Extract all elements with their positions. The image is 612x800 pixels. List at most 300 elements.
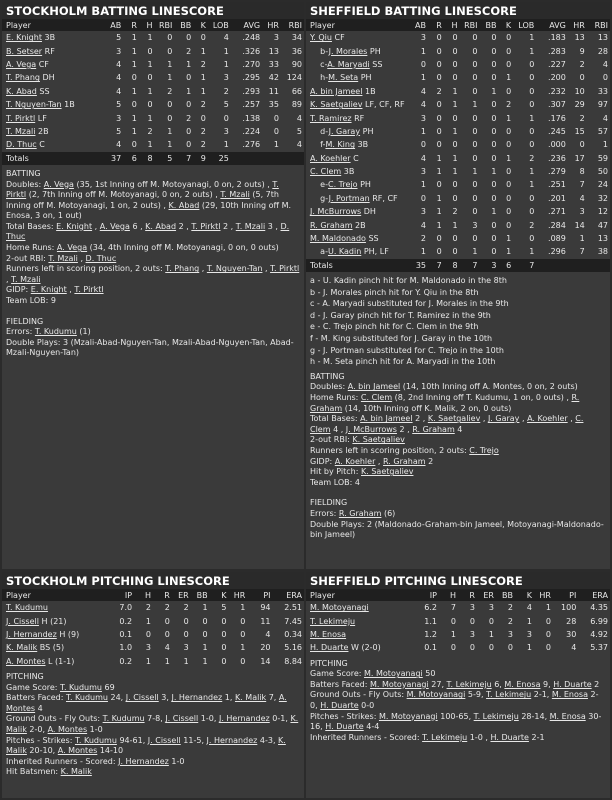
player-link[interactable]: K. Saetgaliev (427, 414, 481, 424)
player-cell (306, 71, 409, 84)
player-link[interactable]: J. Morales (328, 46, 368, 56)
stat-cell: .326 (242, 46, 261, 56)
stat-line-value: T. Kudumu 69 (60, 682, 115, 692)
player-link[interactable]: K. Abad (168, 200, 200, 210)
stat-cell: 6.99 (590, 616, 608, 626)
player-link[interactable]: T. Pirktl (6, 179, 279, 200)
stat-cell: 4 (420, 86, 426, 96)
stat-line-label: Total Bases: (6, 221, 57, 231)
stat-cell: 0 (221, 629, 227, 639)
column-header: K (498, 19, 513, 31)
stat-cell: 2 (420, 234, 426, 244)
player-link[interactable]: D. Thuc (6, 140, 37, 150)
column-header: RBI (155, 19, 175, 31)
player-link[interactable]: M. Enosa (310, 629, 347, 639)
player-link[interactable]: K. Malik (234, 693, 267, 703)
player-link[interactable]: T. Mzali (11, 274, 41, 284)
stat-line (6, 222, 300, 243)
player-link[interactable]: T. Lekimeju (446, 679, 492, 689)
player-link[interactable]: K. Abad (6, 86, 37, 96)
player-link[interactable]: J. Portman (328, 193, 370, 203)
player-position: PH (358, 73, 372, 83)
stat-cell: 0 (221, 643, 227, 653)
stat-cell: 0 (506, 126, 512, 136)
section-heading: BATTING (6, 168, 41, 178)
stat-line-label: Hit Batsmen: (6, 767, 61, 777)
stat-cell: 36 (291, 46, 302, 56)
stat-cell: 3 (472, 220, 478, 230)
stat-line (6, 264, 300, 285)
player-link[interactable]: K. Saetgaliev (352, 435, 405, 445)
stat-cell: 1 (491, 207, 497, 217)
player-link[interactable]: J. Hernandez (206, 735, 258, 745)
player-link[interactable]: M. Motoyanagi (370, 679, 429, 689)
stat-cell: 5 (221, 603, 227, 613)
player-link[interactable]: M. Enosa (504, 679, 541, 689)
player-link[interactable]: T. Kudumu (60, 682, 102, 692)
stat-cell: 3 (223, 73, 229, 83)
player-cell (2, 601, 111, 614)
stat-cell: 2 (506, 100, 512, 110)
stat-cell: 0 (186, 140, 192, 150)
stat-cell: 0 (472, 193, 478, 203)
player-link[interactable]: T. Nguyen-Tan (6, 100, 62, 110)
player-link[interactable]: E. Knight (6, 33, 42, 43)
stat-cell: 6 (498, 259, 513, 272)
player-link[interactable]: T. Pirktl (6, 113, 36, 123)
sheffield-pitching-table (306, 589, 610, 655)
player-link[interactable]: H. Duarte (325, 722, 364, 732)
column-header: R (153, 589, 172, 601)
table-row (306, 85, 610, 98)
stat-line-label: Home Runs: (6, 243, 57, 253)
stat-cell: 3 (420, 167, 426, 177)
stat-cell: 0 (472, 59, 478, 69)
stat-cell: 4 (116, 73, 122, 83)
stockholm-batting-notes (2, 169, 304, 359)
stat-cell: 4 (116, 59, 122, 69)
stat-line (310, 733, 606, 744)
player-link[interactable]: U. Kadin (327, 247, 362, 257)
player-link[interactable]: J. Cissell (165, 714, 199, 724)
player-position: PH (360, 126, 374, 136)
player-link[interactable]: H. Duarte (490, 732, 529, 742)
stat-cell: 4 (579, 193, 585, 203)
player-cell (306, 85, 409, 98)
player-link[interactable]: H. Duarte (553, 679, 592, 689)
player-link[interactable]: T. Mzali (48, 253, 78, 263)
player-link[interactable]: R. Graham (310, 220, 353, 230)
stat-cell: .284 (548, 220, 566, 230)
player-link[interactable]: C. Clem (360, 392, 393, 402)
sheffield-batting-panel (306, 2, 610, 569)
stat-line-label: 2-out RBI: (6, 253, 49, 263)
stat-cell: 1 (223, 140, 229, 150)
stat-cell: 5 (116, 126, 122, 136)
player-link[interactable]: T. Kudumu (66, 693, 108, 703)
column-header: BB (496, 589, 515, 601)
stat-line-value: 9 (50, 296, 56, 306)
player-link[interactable]: H. Duarte (320, 700, 359, 710)
stat-cell: 0 (506, 140, 512, 150)
stat-cell: .257 (242, 100, 261, 110)
stat-cell: 8.84 (284, 656, 302, 666)
stat-cell: 0 (202, 616, 208, 626)
stat-cell: 3 (507, 629, 513, 639)
stat-cell: .245 (548, 126, 566, 136)
stat-cell: 2 (223, 86, 229, 96)
stat-line-label: 2-out RBI: (310, 435, 353, 445)
player-link[interactable]: T. Lekimeju (473, 711, 519, 721)
substitution-note: a - U. Kadin pinch hit for M. Maldonado in the 8th (310, 276, 507, 286)
stat-cell: 3 (116, 46, 122, 56)
stat-line-value: E. Knight , A. Vega 6 , K. Abad 2 , T. Pirktl 2 , T. Mzali 3 , D. Thuc (6, 221, 290, 242)
player-link[interactable]: T. Kudumu (74, 735, 117, 745)
player-link[interactable]: A. bin Jameel (347, 382, 401, 392)
player-link[interactable]: E. Knight (30, 285, 67, 295)
stat-cell: 0 (452, 234, 458, 244)
player-link[interactable]: J. Hernandez (6, 629, 57, 639)
stat-cell: 0 (506, 167, 512, 177)
stat-line-value: R. Graham (6) (338, 508, 396, 518)
column-header: K (515, 589, 534, 601)
stat-cell: 2 (436, 86, 442, 96)
stat-cell: .248 (242, 33, 261, 43)
player-link[interactable]: T. Mzali (235, 221, 266, 231)
player-link[interactable]: C. Trejo (469, 445, 499, 455)
stat-cell: 1 (186, 59, 192, 69)
player-link[interactable]: A. Vega (56, 243, 88, 253)
player-link[interactable]: Y. Qiu (310, 33, 332, 43)
player-cell (306, 218, 409, 231)
stat-line (310, 712, 606, 733)
stat-cell: 2 (147, 126, 153, 136)
player-cell (2, 85, 104, 98)
player-link[interactable]: J. McBurrows (345, 424, 397, 434)
player-link[interactable]: T. Phang (165, 264, 200, 274)
stat-cell: 0 (472, 86, 478, 96)
stat-cell: 3 (469, 603, 475, 613)
player-link[interactable]: K. Malik (6, 643, 38, 653)
player-link[interactable]: M. Enosa (551, 690, 588, 700)
stat-cell: 0 (491, 113, 497, 123)
player-link[interactable]: M. Motoyanagi (378, 711, 438, 721)
substitution-note: f - M. King substituted for J. Garay in the 10th (310, 334, 493, 343)
player-link[interactable]: T. Pirktl (270, 264, 300, 274)
player-cell (306, 192, 409, 205)
stat-cell: 0 (420, 140, 426, 150)
stat-cell: 0 (491, 126, 497, 136)
player-link[interactable]: M. Maldonado (310, 234, 366, 244)
stat-cell: 13 (574, 33, 585, 43)
player-link[interactable]: T. Kudumu (102, 714, 145, 724)
stat-cell: 0 (472, 33, 478, 43)
stat-cell: 1 (472, 167, 478, 177)
stat-cell: 1 (240, 603, 246, 613)
stat-cell: 1.1 (424, 616, 437, 626)
sub-prefix: h- (310, 73, 329, 83)
player-position: DH (39, 73, 55, 83)
player-cell (306, 245, 409, 258)
player-link[interactable]: K. Saetgaliev (361, 467, 414, 477)
stat-cell: 1 (436, 207, 442, 217)
stat-line-value: T. Kudumu 94-61, J. Cissell 11-5, J. Hernandez 4-3, K. Malik 20-10, A. Montes 14-10 (6, 735, 286, 756)
player-link[interactable]: M. King (325, 140, 356, 150)
stat-cell: .183 (548, 33, 566, 43)
stat-cell: 0 (469, 643, 475, 653)
pitcher-decision: L (1-1) (45, 656, 75, 666)
stat-cell: 1 (420, 126, 426, 136)
column-header: BB (174, 19, 193, 31)
player-link[interactable]: T. Pirktl (191, 221, 221, 231)
stat-cell: 0 (506, 193, 512, 203)
player-link[interactable]: A. Maryadi (327, 59, 370, 69)
player-link[interactable]: M. Motoyanagi (406, 690, 466, 700)
substitution-note: h - M. Seta pinch hit for A. Maryadi in the 10th (310, 357, 496, 367)
stat-cell: 4 (265, 629, 271, 639)
stat-cell: 2 (452, 207, 458, 217)
stat-cell: 0 (491, 234, 497, 244)
column-header: AVG (536, 19, 568, 31)
substitution-note: b - J. Morales pinch hit for Y. Qiu in the 8th (310, 287, 479, 297)
player-link[interactable]: K. Saetgaliev (310, 100, 363, 110)
stat-cell: 1 (167, 73, 173, 83)
stat-cell: 34 (291, 33, 302, 43)
stat-cell: 2 (200, 140, 206, 150)
stat-line-value: M. Motoyanagi 100-65, T. Lekimeju 28-14, M. Enosa 30-16, H. Duarte 4-4 (310, 711, 602, 732)
player-link[interactable]: C. Clem (310, 414, 584, 434)
player-link[interactable]: H. Duarte (310, 643, 349, 653)
player-link[interactable]: A. bin Jameel (360, 414, 413, 424)
player-link[interactable]: A. Vega (6, 59, 37, 69)
player-link[interactable]: C. Clem (310, 167, 342, 177)
stat-cell: 0 (602, 73, 608, 83)
stockholm-batting-table (2, 19, 304, 165)
stat-cell: 1 (200, 73, 206, 83)
section-heading: PITCHING (6, 671, 44, 681)
stat-cell: 0 (164, 616, 170, 626)
player-link[interactable]: T. Pirktl (74, 285, 104, 295)
player-link[interactable]: K. Malik (60, 767, 92, 777)
stat-cell: 57 (597, 126, 608, 136)
stat-cell: 0 (167, 100, 173, 110)
stat-line (310, 446, 606, 457)
stat-line-label: Errors: (6, 327, 35, 337)
player-link[interactable]: B. Setser (6, 46, 43, 56)
player-link[interactable]: R. Graham (383, 456, 426, 466)
table-header-row (306, 19, 610, 31)
stat-cell: 0 (529, 234, 535, 244)
player-link[interactable]: T. Kudumu (34, 327, 77, 337)
player-link[interactable]: J. Hernandez (171, 693, 223, 703)
player-link[interactable]: J. McBurrows (310, 207, 362, 217)
stat-cell: 0 (147, 100, 153, 110)
player-link[interactable]: E. Knight (56, 221, 93, 231)
stat-cell (262, 152, 281, 165)
player-link[interactable]: A. Montes (6, 656, 46, 666)
stat-cell: 3 (579, 207, 585, 217)
stat-cell: 3 (480, 259, 499, 272)
column-header: H (444, 19, 460, 31)
stat-cell: 0 (529, 86, 535, 96)
stat-cell: 0 (472, 234, 478, 244)
player-link[interactable]: R. Graham (338, 508, 382, 518)
substitution-note: e - C. Trejo pinch hit for C. Clem in the 9th (310, 322, 479, 332)
stat-line-label: Home Runs: (310, 392, 361, 402)
player-position: PH (367, 46, 381, 56)
stat-cell: 0 (545, 629, 551, 639)
stat-line-label: Hit by Pitch: (310, 467, 361, 477)
player-link[interactable]: K. Abad (145, 221, 177, 231)
player-link[interactable]: R. Graham (412, 424, 455, 434)
stat-cell: 2 (529, 220, 535, 230)
player-link[interactable]: K. Malik (6, 735, 286, 756)
player-link[interactable]: J. Garay (328, 126, 361, 136)
stat-cell: 1 (436, 167, 442, 177)
column-header: ERA (578, 589, 610, 601)
stat-line-value: T. Lekimeju 1-0 , H. Duarte 2-1 (422, 732, 545, 742)
stat-line-value: J. Hernandez 1-0 (118, 756, 185, 766)
player-link[interactable]: M. Motoyanagi (310, 603, 369, 613)
player-link[interactable]: T. Mzali (220, 190, 250, 200)
player-link[interactable]: T. Lekimeju (310, 616, 356, 626)
stat-cell: 0 (167, 46, 173, 56)
stat-cell: 1 (131, 86, 137, 96)
player-link[interactable]: T. Lekimeju (422, 732, 468, 742)
stat-cell: 1 (420, 46, 426, 56)
player-link[interactable]: T. Phang (6, 73, 40, 83)
stat-cell: 2 (579, 113, 585, 123)
player-link[interactable]: A. Montes (47, 724, 88, 734)
stat-cell: 0 (186, 100, 192, 110)
player-link[interactable]: M. Motoyanagi (364, 669, 423, 679)
player-link[interactable]: J. Garay (487, 414, 520, 424)
player-position: 1B (61, 100, 75, 110)
stat-cell: 7 (428, 259, 444, 272)
stat-cell (587, 259, 610, 272)
stat-line-label: Double Plays: (310, 519, 367, 529)
stat-cell: 0 (131, 140, 137, 150)
stat-cell: 2 (200, 100, 206, 110)
table-row (306, 125, 610, 138)
stockholm-pitching-table (2, 589, 304, 668)
table-row (306, 138, 610, 151)
player-link[interactable]: D. Thuc (6, 221, 290, 242)
player-link[interactable]: J. Hernandez (218, 714, 270, 724)
stat-line-label: Batters Faced: (6, 693, 66, 703)
player-link[interactable]: A. Koehler (334, 456, 376, 466)
stat-cell: 0 (545, 616, 551, 626)
table-row (2, 655, 304, 668)
stat-cell: 0 (491, 193, 497, 203)
player-link[interactable]: D. Thuc (85, 253, 117, 263)
table-row (306, 165, 610, 178)
totals-row (306, 259, 610, 272)
player-cell (306, 165, 409, 178)
player-link[interactable]: J. Cissell (147, 735, 181, 745)
stat-cell: 1 (529, 247, 535, 257)
stat-line-value (361, 467, 413, 476)
sub-prefix: c- (310, 59, 328, 69)
column-header: HR (228, 589, 247, 601)
player-link[interactable]: A. Vega (99, 221, 130, 231)
player-link[interactable]: K. Malik (6, 714, 299, 734)
stat-cell (536, 259, 568, 272)
sub-prefix: a- (310, 247, 328, 257)
column-header: ERA (273, 589, 304, 601)
stat-cell: 4 (602, 113, 608, 123)
table-row (2, 138, 304, 151)
column-header: R (428, 19, 444, 31)
stat-cell: 0.1 (119, 629, 133, 639)
player-link[interactable]: T. Nguyen-Tan (206, 264, 263, 274)
table-row (306, 245, 610, 258)
stat-cell: 20 (260, 643, 271, 653)
stat-line-label: Team LOB: (310, 477, 355, 487)
stat-cell: 0 (491, 46, 497, 56)
player-link[interactable]: T. Kudumu (6, 603, 48, 613)
stat-line-value: 3 (Mzali-Abad-Nguyen-Tan, Mzali-Abad-Nguyen-Tan, Abad-Mzali-Nguyen-Tan) (6, 337, 294, 358)
stat-cell: 1 (529, 180, 535, 190)
player-cell (306, 628, 416, 641)
table-row (306, 614, 610, 627)
player-link[interactable]: M. Enosa (549, 711, 586, 721)
stat-cell: 0 (436, 100, 442, 110)
player-link[interactable]: A. Montes (6, 693, 287, 713)
stat-cell: 2 (164, 603, 170, 613)
stat-cell: 1 (145, 616, 151, 626)
stat-cell: 1 (164, 656, 170, 666)
stat-cell: 15 (574, 126, 585, 136)
column-header: PI (553, 589, 578, 601)
stat-cell: 1 (147, 113, 153, 123)
player-cell (2, 614, 111, 627)
player-link[interactable]: C. Trejo (327, 180, 358, 190)
stat-cell: 1 (420, 180, 426, 190)
sub-prefix: g- (310, 193, 329, 203)
player-link[interactable]: T. Ramirez (310, 113, 352, 123)
stat-cell: 0 (529, 100, 535, 110)
player-link[interactable]: A. Koehler (310, 153, 351, 163)
stat-cell: 1 (145, 656, 151, 666)
stat-cell: 1 (529, 167, 535, 177)
table-row (306, 111, 610, 124)
player-link[interactable]: T. Mzali (6, 126, 36, 136)
player-cell (2, 98, 104, 111)
player-link[interactable]: J. Cissell (6, 616, 39, 626)
stat-cell: 28 (566, 616, 577, 626)
player-link[interactable]: R. Graham (310, 392, 580, 413)
player-link[interactable]: A. bin Jameel (310, 86, 363, 96)
player-link[interactable]: J. Hernandez (118, 756, 169, 766)
stat-cell: 3 (183, 643, 189, 653)
stat-cell: 0 (472, 73, 478, 83)
player-link[interactable]: A. Vega (43, 179, 74, 189)
player-link[interactable]: J. Cissell (125, 693, 159, 703)
player-link[interactable]: A. Montes (57, 746, 98, 756)
stat-cell: 0 (506, 207, 512, 217)
stat-cell: 2 (507, 616, 513, 626)
player-link[interactable]: A. Koehler (527, 414, 568, 424)
player-link[interactable]: T. Lekimeju (486, 690, 532, 700)
stat-cell: 0 (472, 46, 478, 56)
player-link[interactable]: M. Seta (328, 73, 359, 83)
stat-cell: 1 (506, 247, 512, 257)
sheffield-batting-notes (306, 372, 610, 541)
stat-line (310, 467, 606, 478)
stat-cell: 0 (452, 73, 458, 83)
sheffield-batting-title: SHEFFIELD BATTING LINESCORE (306, 2, 610, 19)
